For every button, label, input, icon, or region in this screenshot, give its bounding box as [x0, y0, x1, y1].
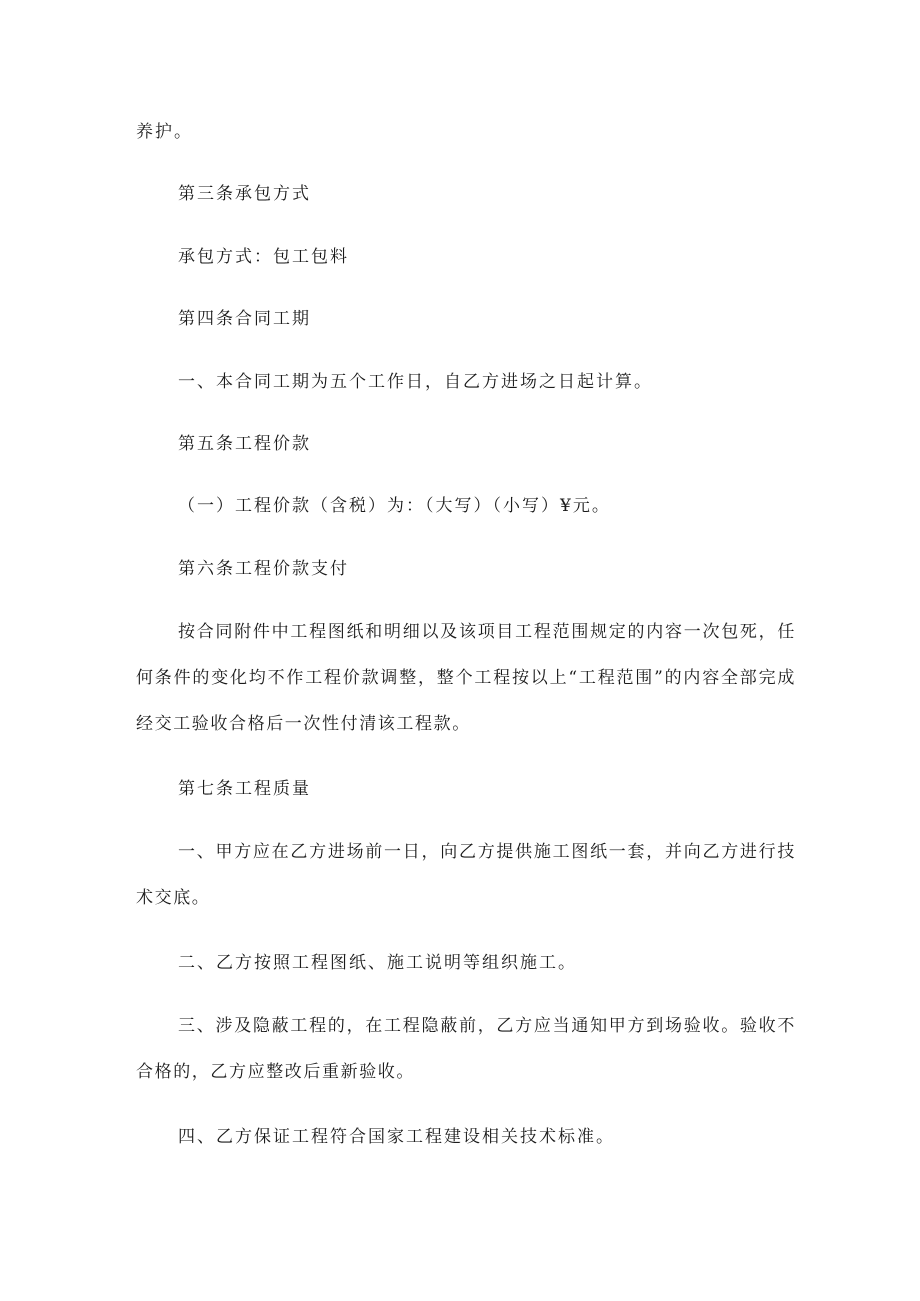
article-3-text: 承包方式：包工包料: [178, 247, 349, 267]
article-7-heading: 第七条工程质量: [178, 779, 311, 799]
article-5-heading: 第五条工程价款: [178, 434, 311, 454]
article-5-clause-1: （一）工程价款（含税）为：（大写）（小写）¥元。: [178, 496, 611, 516]
article-4-heading: 第四条合同工期: [178, 309, 311, 329]
article-3-heading: 第三条承包方式: [178, 184, 311, 204]
article-6-heading: 第六条工程价款支付: [178, 559, 349, 579]
article-7-clause-4: 四、乙方保证工程符合国家工程建设相关技术标准。: [178, 1127, 615, 1147]
article-6-paragraph: 按合同附件中工程图纸和明细以及该项目工程范围规定的内容一次包死，任何条件的变化均不作工程价款调整，整个工程按以上“工程范围”的内容全部完成经交工验收合格后一次性付清该工程款。: [136, 622, 796, 734]
article-4-clause-1: 一、本合同工期为五个工作日，自乙方进场之日起计算。: [178, 372, 653, 392]
article-7-clause-3: 三、涉及隐蔽工程的，在工程隐蔽前，乙方应当通知甲方到场验收。验收不合格的，乙方应整改后重新验收。: [136, 1016, 796, 1082]
article-7-clause-1: 一、甲方应在乙方进场前一日，向乙方提供施工图纸一套，并向乙方进行技术交底。: [136, 842, 796, 908]
text-line-continuation: 养护。: [136, 122, 193, 142]
article-7-clause-2: 二、乙方按照工程图纸、施工说明等组织施工。: [178, 953, 577, 973]
